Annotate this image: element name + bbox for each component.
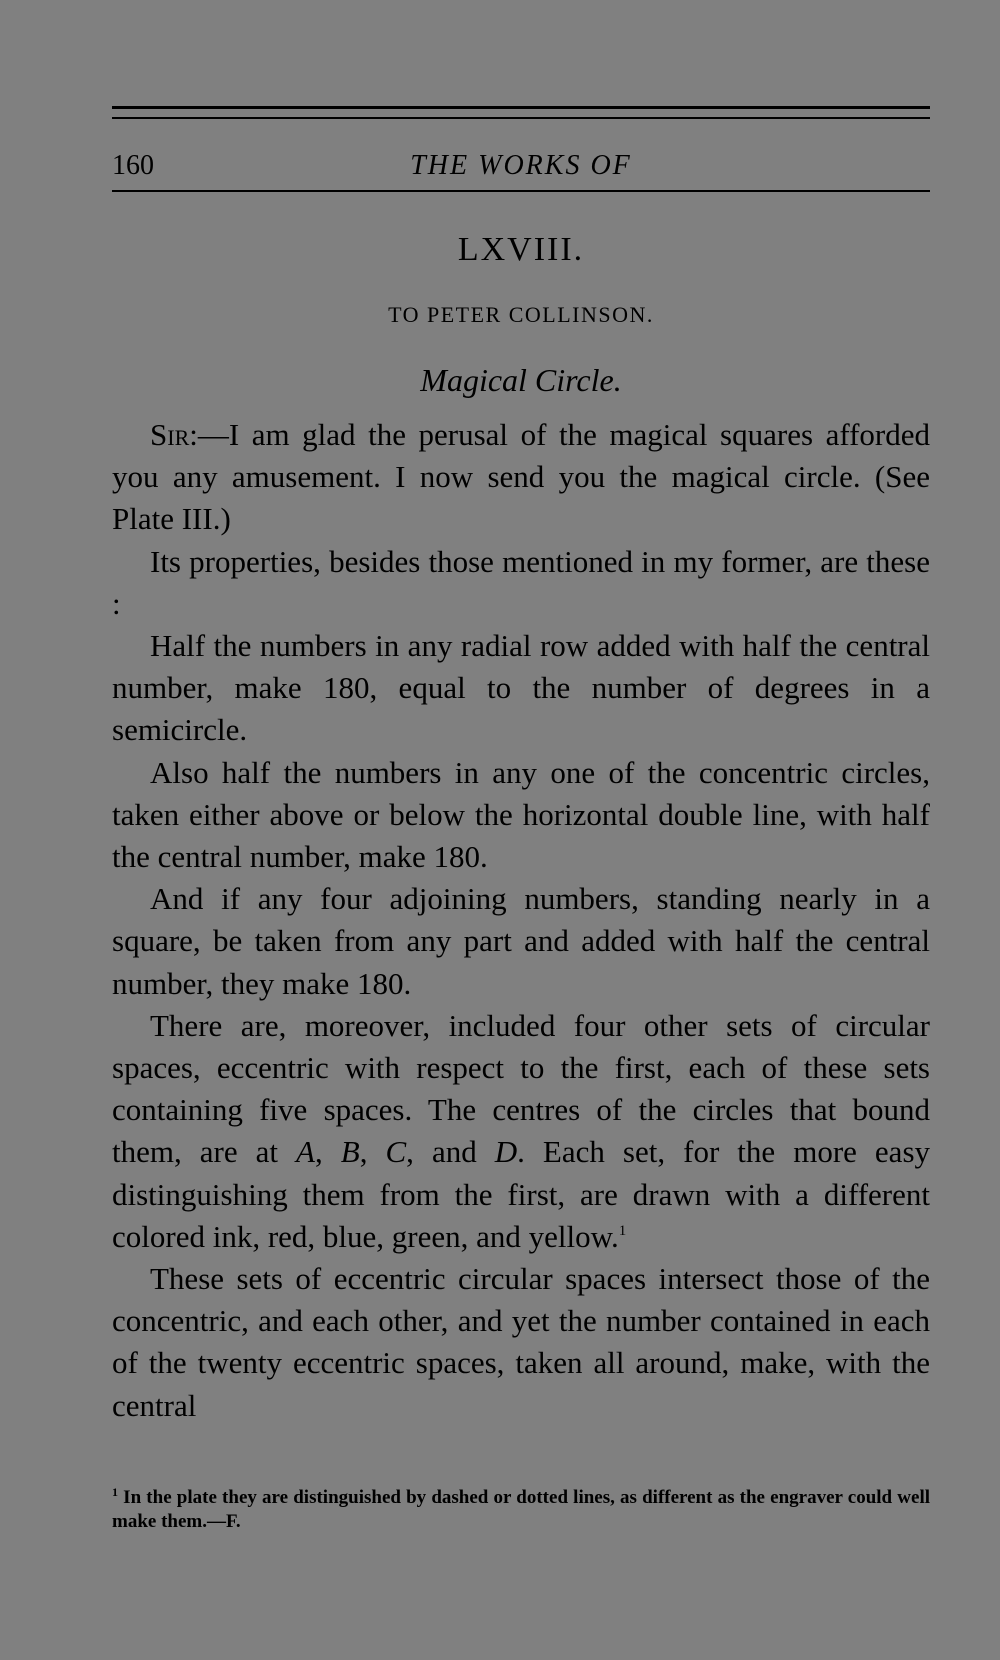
paragraph-text: There are, moreover, included four other sets of circular spaces, eccentric with respect to the first, each of these sets containing five spaces. The centres of the circles that bound them, are at [112,1007,930,1170]
footnote-reference: 1 [618,1222,627,1239]
page-header [112,146,930,186]
letter-subject: Magical Circle. [420,362,622,398]
point-label-d: D [494,1134,518,1170]
letter-body [112,414,930,1427]
separator: , [314,1134,341,1170]
top-double-rule-lower [112,117,930,119]
paragraph: These sets of eccentric circular spaces intersect those of the concentric, and each other, and yet the number contained in each of the twenty eccentric spaces, taken all around, make, with the central [112,1261,930,1423]
separator: , [359,1134,386,1170]
point-label-c: C [385,1134,407,1170]
paragraph: Also half the numbers in any one of the concentric circles, taken either above or below the horizontal double line, with half the central number, make 180. [112,754,930,875]
header-rule [112,190,930,192]
top-double-rule-upper [112,106,930,109]
separator: , and [406,1134,495,1170]
footnote-text: In the plate they are distinguished by dashed or dotted lines, as different as the engraver could well make them.—F. [112,1487,930,1532]
running-head: THE WORKS OF [410,150,632,181]
salutation: Sir [150,417,190,452]
point-label-a: A [296,1134,315,1170]
page-number: 160 [112,150,154,181]
paragraph-text: :—I am glad the perusal of the magical squares afforded you any amusement. I now send you the magical circle. (See Plate III.) [112,417,930,537]
paragraph-text: . Each set, for the more easy distinguishing them from the first, are drawn with a different colored ink, red, blue, green, and yellow. [112,1134,931,1254]
paragraph: Its properties, besides those mentioned in my former, are these : [112,543,930,621]
paragraph: Half the numbers in any radial row added with half the central number, make 180, equal to the number of degrees in a semicircle. [112,628,930,748]
paragraph [112,1005,930,1258]
footnote-marker: 1 [112,1485,118,1499]
book-page [112,0,930,1660]
footnote [112,1486,930,1534]
paragraph: And if any four adjoining numbers, standing nearly in a square, be taken from any part and added with half the central number, they make 180. [112,881,930,1001]
paragraph [112,414,930,541]
point-label-b: B [340,1134,360,1170]
letter-recipient: TO PETER COLLINSON. [388,302,654,327]
letter-number: LXVIII. [457,231,585,268]
